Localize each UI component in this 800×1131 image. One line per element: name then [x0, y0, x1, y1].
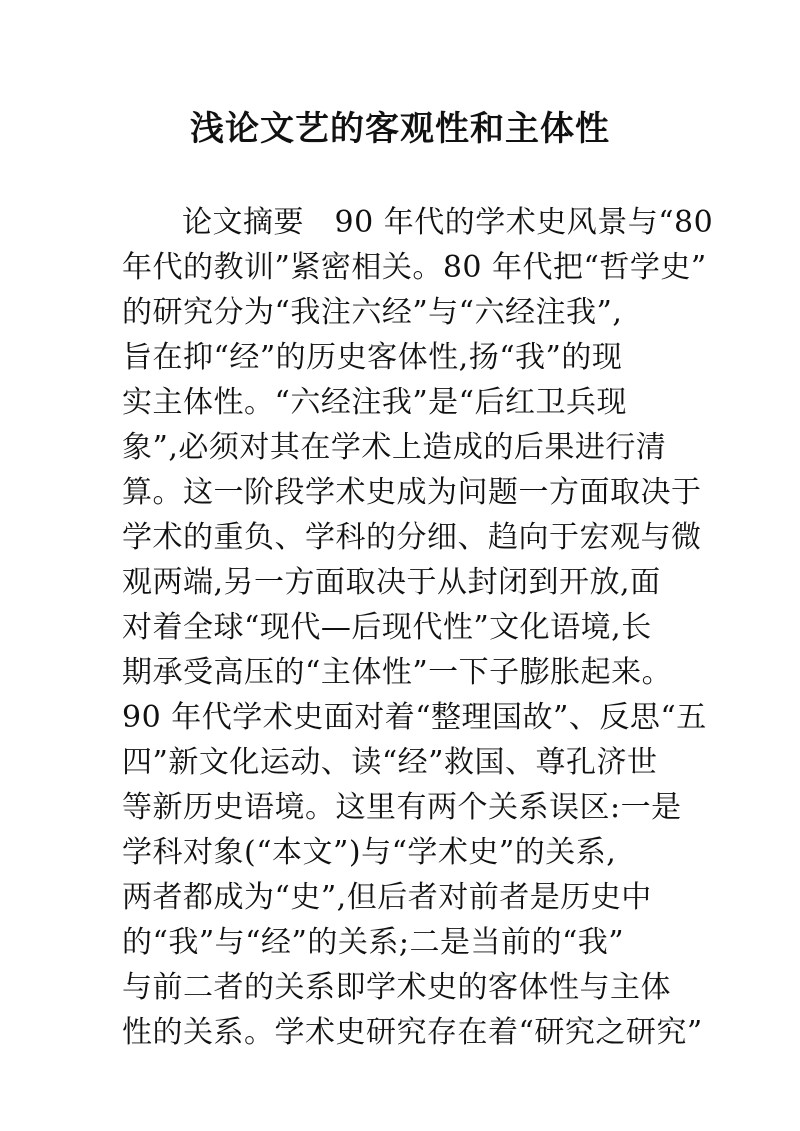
paragraph-line: 实主体性。“六经注我”是“后红卫兵现: [122, 385, 628, 420]
paragraph-line: 论文摘要 90 年代的学术史风景与“80: [182, 205, 714, 240]
paragraph-line: 与前二者的关系即学术史的客体性与主体: [122, 970, 671, 1005]
paragraph-line: 学术的重负、学科的分细、趋向于宏观与微: [122, 520, 702, 555]
paragraph-line: 两者都成为“史”,但后者对前者是历史中: [122, 880, 652, 915]
abstract-paragraph: [122, 200, 714, 1055]
paragraph-line: 对着全球“现代—后现代性”文化语境,长: [122, 610, 652, 645]
paragraph-line: 观两端,另一方面取决于从封闭到开放,面: [122, 565, 661, 600]
paragraph-line: 算。这一阶段学术史成为问题一方面取决于: [122, 475, 702, 510]
paragraph-line: 等新历史语境。这里有两个关系误区:一是: [122, 790, 682, 825]
paragraph-line: 四”新文化运动、读“经”救国、尊孔济世: [122, 745, 658, 780]
paragraph-line: 90 年代学术史面对着“整理国故”、反思“五: [122, 700, 707, 735]
paragraph-line: 期承受高压的“主体性”一下子膨胀起来。: [122, 655, 673, 690]
paragraph-line: 的“我”与“经”的关系;二是当前的“我”: [122, 925, 625, 960]
paragraph-line: 象”,必须对其在学术上造成的后果进行清: [122, 430, 667, 465]
document-title: 浅论文艺的客观性和主体性: [190, 109, 610, 149]
paragraph-line: 的研究分为“我注六经”与“六经注我”,: [122, 295, 623, 330]
paragraph-line: 旨在抑“经”的历史客体性,扬“我”的现: [122, 340, 623, 375]
paragraph-line: 学科对象(“本文”)与“学术史”的关系,: [122, 835, 617, 870]
paragraph-line: 性的关系。学术史研究存在着“研究之研究”: [122, 1015, 703, 1050]
paragraph-line: 年代的教训”紧密相关。80 年代把“哲学史”: [122, 250, 707, 285]
